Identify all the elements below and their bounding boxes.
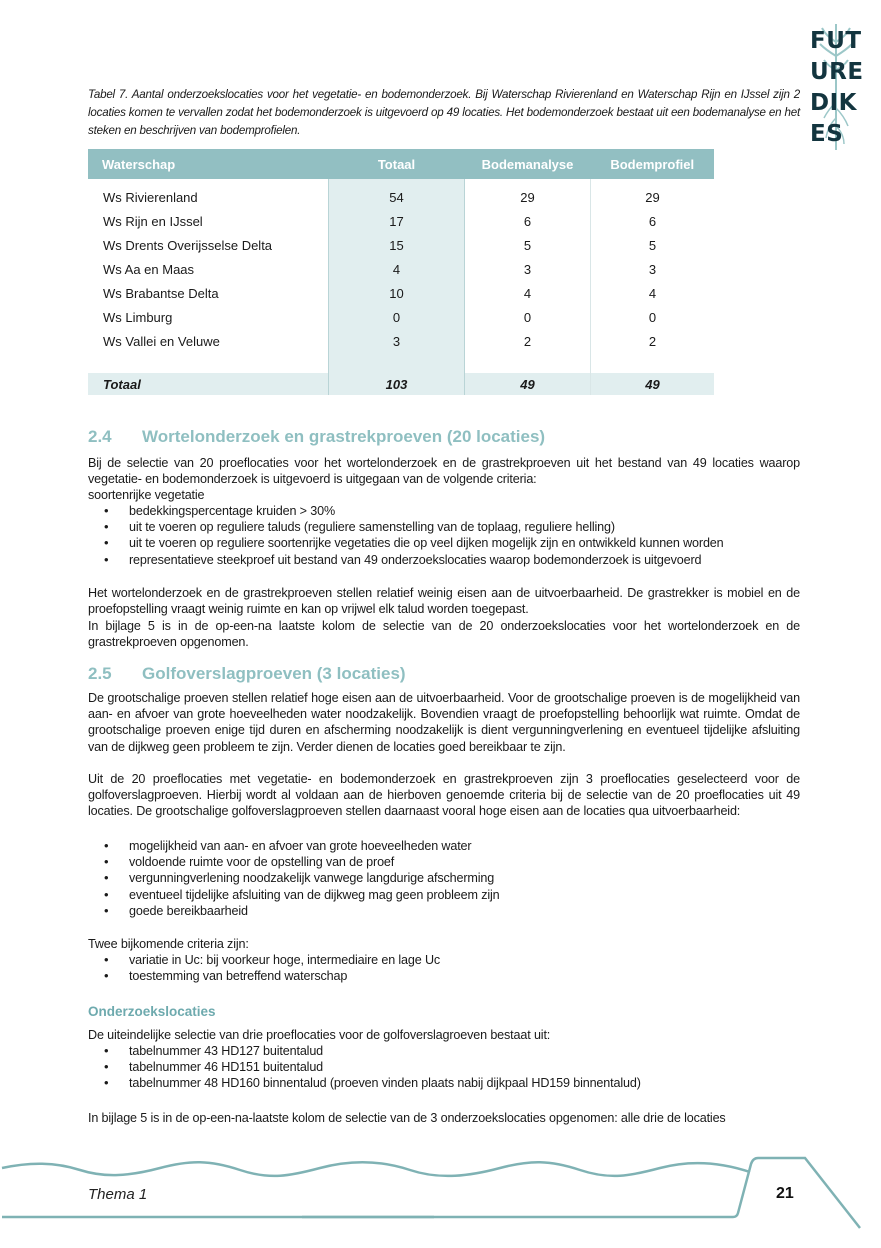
extra-criteria-list — [88, 952, 800, 984]
cell-totaal: 4 — [329, 257, 465, 281]
cell-totaal: 15 — [329, 233, 465, 257]
paragraph: In bijlage 5 is in de op-een-na-laatste kolom de selectie van de 3 onderzoekslocaties opgenomen: alle drie de locaties — [88, 1111, 726, 1125]
paragraph: Het wortelonderzoek en de grastrekproeven stellen relatief weinig eisen aan de uitvoerbaarheid. De grastrekker is mobiel en de proefopstelling vraagt weinig ruimte en kan op vrijwel elk talud worden toegepast. — [88, 586, 800, 617]
cell-bodemprofiel: 2 — [648, 333, 657, 349]
section-number: 2.4 — [88, 427, 112, 446]
list-item: • tabelnummer 43 HD127 buitentalud — [88, 1043, 800, 1059]
header-bodemprofiel: Bodemprofiel — [591, 149, 715, 179]
logo-line: DIK — [810, 90, 857, 116]
section-number: 2.5 — [88, 664, 112, 683]
cell-bodemprofiel: 0 — [648, 309, 657, 325]
cell-bodemprofiel: 3 — [648, 261, 657, 277]
table-header-row — [88, 149, 714, 179]
table-row — [88, 329, 714, 353]
cell-waterschap: Ws Brabantse Delta — [103, 285, 219, 301]
locations-table — [88, 149, 714, 395]
table-row — [88, 185, 714, 209]
cell-total-bodemanalyse: 49 — [465, 373, 591, 395]
feasibility-list — [88, 838, 800, 919]
table-row — [88, 209, 714, 233]
page-footer — [0, 1140, 881, 1248]
list-item: • uit te voeren op reguliere soortenrijke vegetaties die op veel dijken mogelijk zijn en ontwikkeld kunnen worden — [88, 535, 800, 551]
cell-bodemanalyse: 29 — [465, 185, 591, 209]
table-total-row — [88, 373, 714, 395]
list-item: • voldoende ruimte voor de opstelling van de proef — [88, 854, 800, 870]
paragraph: Twee bijkomende criteria zijn: — [88, 937, 249, 951]
cell-bodemanalyse: 0 — [465, 305, 591, 329]
table-row — [88, 305, 714, 329]
table-row — [88, 233, 714, 257]
table-row — [88, 257, 714, 281]
logo-line: ES — [810, 121, 844, 147]
subheading-onderzoekslocaties: Onderzoekslocaties — [88, 1004, 216, 1019]
cell-bodemanalyse: 2 — [465, 329, 591, 353]
list-item: • goede bereikbaarheid — [88, 903, 800, 919]
list-item: • uit te voeren op reguliere taluds (reguliere samenstelling van de toplaag, reguliere helling) — [88, 519, 800, 535]
cell-waterschap: Ws Rijn en IJssel — [103, 213, 203, 229]
cell-waterschap: Ws Aa en Maas — [103, 261, 195, 277]
section-heading-2-5 — [88, 664, 406, 684]
cell-waterschap: Ws Vallei en Veluwe — [103, 333, 220, 349]
cell-waterschap: Ws Rivierenland — [103, 189, 198, 205]
selection-list — [88, 1043, 800, 1092]
section-title: Golfoverslagproeven (3 locaties) — [142, 664, 406, 683]
page-number: 21 — [776, 1185, 794, 1202]
cell-total-totaal: 103 — [329, 373, 465, 395]
cell-totaal: 17 — [329, 209, 465, 233]
list-item: • vergunningverlening noodzakelijk vanwege langdurige afscherming — [88, 870, 800, 886]
cell-total-label: Totaal — [88, 373, 329, 395]
header-totaal: Totaal — [329, 149, 465, 179]
cell-waterschap: Ws Drents Overijsselse Delta — [103, 237, 273, 253]
logo-line: FUT — [810, 28, 862, 54]
list-item: • representatieve steekproef uit bestand van 49 onderzoekslocaties waarop bodemonderzoek is uitgevoerd — [88, 552, 800, 568]
cell-waterschap: Ws Limburg — [103, 309, 173, 325]
list-item: • toestemming van betreffend waterschap — [88, 968, 800, 984]
list-item: • mogelijkheid van aan- en afvoer van grote hoeveelheden water — [88, 838, 800, 854]
cell-bodemprofiel: 4 — [648, 285, 657, 301]
section-heading-2-4 — [88, 427, 545, 447]
header-waterschap: Waterschap — [88, 149, 329, 179]
list-item: • bedekkingspercentage kruiden > 30% — [88, 503, 800, 519]
paragraph: Bij de selectie van 20 proeflocaties voor het wortelonderzoek en de grastrekproeven uit het bestand van 49 locaties waarop vegetatie- en bodemonderzoek is uitgevoerd is uitgegaan van de volgende criteria: — [88, 456, 800, 487]
header-bodemanalyse: Bodemanalyse — [465, 149, 591, 179]
criteria-list — [88, 503, 800, 568]
footer-theme: Thema 1 — [88, 1186, 148, 1203]
cell-totaal: 54 — [329, 185, 465, 209]
cell-bodemanalyse: 5 — [465, 233, 591, 257]
paragraph: De uiteindelijke selectie van drie proeflocaties voor de golfoverslagroeven bestaat uit: — [88, 1028, 551, 1042]
logo-line: URE — [810, 59, 864, 85]
list-item: • tabelnummer 48 HD160 binnentalud (proeven vinden plaats nabij dijkpaal HD159 binnentalud) — [88, 1075, 800, 1091]
table-caption: Tabel 7. Aantal onderzoekslocaties voor het vegetatie- en bodemonderzoek. Bij Waterschap Rivierenland en Waterschap Rijn en IJssel zijn 2 locaties komen te vervallen zodat het bodemonderzoek is uitgevoerd op 49 locaties. Het bodemonderzoek bestaat uit een bodemanalyse en het steken en beschrijven van bodemprofielen. — [88, 88, 800, 137]
cell-bodemprofiel: 6 — [648, 213, 657, 229]
cell-bodemanalyse: 4 — [465, 281, 591, 305]
list-item: • variatie in Uc: bij voorkeur hoge, intermediaire en lage Uc — [88, 952, 800, 968]
paragraph: De grootschalige proeven stellen relatief hoge eisen aan de uitvoerbaarheid. Voor de grootschalige proeven is de mogelijkheid van aan- en afvoer van grote hoeveelheden water noodzakelijk. Bovendien vraagt de proefopstelling behoorlijk wat ruimte. Omdat de grootschalige proeven enige tijd duren en afscherming noodzakelijk is dient vergunningverlening en eventueel tijdelijke afsluiting van de dijkweg geen probleem te zijn. Verder dienen de locaties goed bereikbaar te zijn. — [88, 691, 800, 754]
cell-bodemprofiel: 29 — [645, 189, 660, 205]
section-title: Wortelonderzoek en grastrekproeven (20 locaties) — [142, 427, 546, 446]
cell-bodemanalyse: 6 — [465, 209, 591, 233]
list-item: • eventueel tijdelijke afsluiting van de dijkweg mag geen probleem zijn — [88, 887, 800, 903]
cell-totaal: 10 — [329, 281, 465, 305]
futuredikes-logo — [806, 22, 866, 152]
paragraph: Uit de 20 proeflocaties met vegetatie- en bodemonderzoek en grastrekproeven zijn 3 proeflocaties geselecteerd voor de golfoverslagproeven. Hierbij wordt al voldaan aan de hierboven genoemde criteria bij de selectie van de 20 proeflocaties uit 49 locaties. De grootschalige golfoverslagproeven stellen daarnaast vooral hoge eisen aan de locaties qua uitvoerbaarheid: — [88, 772, 800, 819]
cell-totaal: 0 — [329, 305, 465, 329]
cell-bodemanalyse: 3 — [465, 257, 591, 281]
table-row — [88, 281, 714, 305]
sublabel: soortenrijke vegetatie — [88, 488, 205, 502]
cell-total-bodemprofiel: 49 — [591, 373, 715, 395]
cell-bodemprofiel: 5 — [648, 237, 657, 253]
cell-totaal: 3 — [329, 329, 465, 353]
list-item: • tabelnummer 46 HD151 buitentalud — [88, 1059, 800, 1075]
paragraph: In bijlage 5 is in de op-een-na laatste kolom de selectie van de 20 onderzoekslocaties voor het wortelonderzoek en de grastrekproeven opgenomen. — [88, 619, 800, 650]
